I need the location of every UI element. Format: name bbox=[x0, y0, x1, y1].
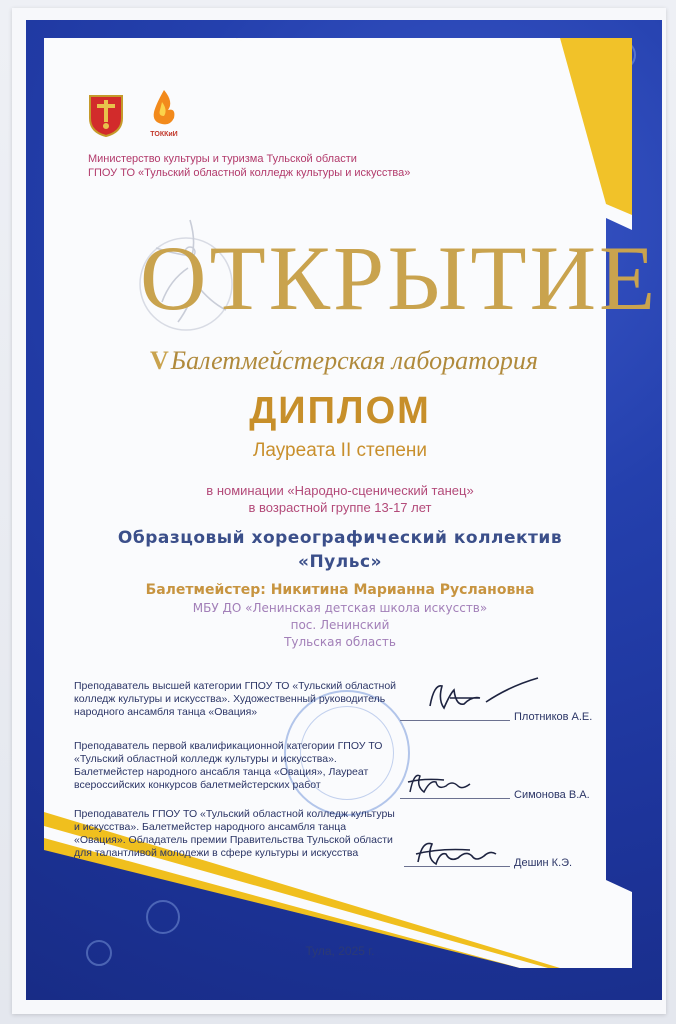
signatory-3-name: Дешин К.Э. bbox=[514, 857, 573, 869]
laureate-degree: Лауреата II степени bbox=[252, 440, 428, 461]
signatory-2-name: Симонова В.А. bbox=[514, 789, 590, 801]
tokkii-flame-logo bbox=[144, 88, 184, 134]
ministry-line-1: Министерство культуры и туризма Тульской области bbox=[88, 153, 357, 165]
diploma-heading: ДИПЛОМ bbox=[249, 390, 431, 432]
event-subtitle-text: Балетмейстерская лаборатория bbox=[170, 346, 538, 375]
school-line-3: Тульская область bbox=[284, 635, 396, 649]
signatory-2-description: Преподаватель первой квалификационной категории ГПОУ ТО «Тульский областной колледж культуры и искусства». Балетмейстер народного ансабля танца «Овация», Лауреат всероссийских конкурсов балетмейстерских работ bbox=[74, 740, 383, 791]
tula-coat-of-arms-logo bbox=[86, 92, 126, 142]
signatory-1-description: Преподаватель высшей категории ГПОУ ТО «Тульский областной колледж культуры и искусства». Художественный руководитель народного ансамбля танца «Овация» bbox=[74, 680, 397, 718]
edition-roman-numeral: V bbox=[150, 346, 169, 375]
logo-caption: ТОККиИ bbox=[150, 131, 178, 138]
city-year: Тула, 2025 г. bbox=[305, 944, 375, 958]
event-title: ОТКРЫТИЕ bbox=[140, 227, 659, 329]
nomination-line-1: в номинации «Народно-сценический танец» bbox=[206, 483, 474, 498]
school-line-2: пос. Ленинский bbox=[290, 618, 390, 632]
collective-line-2: «Пульс» bbox=[297, 552, 383, 572]
school-line-1: МБУ ДО «Ленинская детская школа искусств» bbox=[192, 601, 488, 615]
collective-name bbox=[60, 526, 620, 574]
school-block bbox=[100, 600, 580, 651]
choreographer-name: Балетмейстер: Никитина Марианна Руслановна bbox=[145, 582, 535, 598]
signatory-3-description: Преподаватель ГПОУ ТО «Тульский областной колледж культуры и искусства». Балетмейстер народного ансамбля танца «Овация». Обладатель премии Правительства Тульской области для талантливой молодежи в сфере культуры и искусства bbox=[74, 808, 395, 859]
ministry-line-2: ГПОУ ТО «Тульский областной колледж культуры и искусства» bbox=[88, 167, 411, 179]
collective-line-1: Образцовый хореографический коллектив bbox=[117, 528, 563, 548]
nomination-block bbox=[100, 482, 580, 516]
ministry-header bbox=[88, 152, 508, 180]
event-subtitle bbox=[150, 346, 570, 376]
signature-3-icon bbox=[410, 832, 520, 880]
signature-2-icon bbox=[404, 762, 504, 806]
nomination-line-2: в возрастной группе 13-17 лет bbox=[248, 500, 432, 515]
signatory-1-name: Плотников А.Е. bbox=[514, 711, 593, 723]
